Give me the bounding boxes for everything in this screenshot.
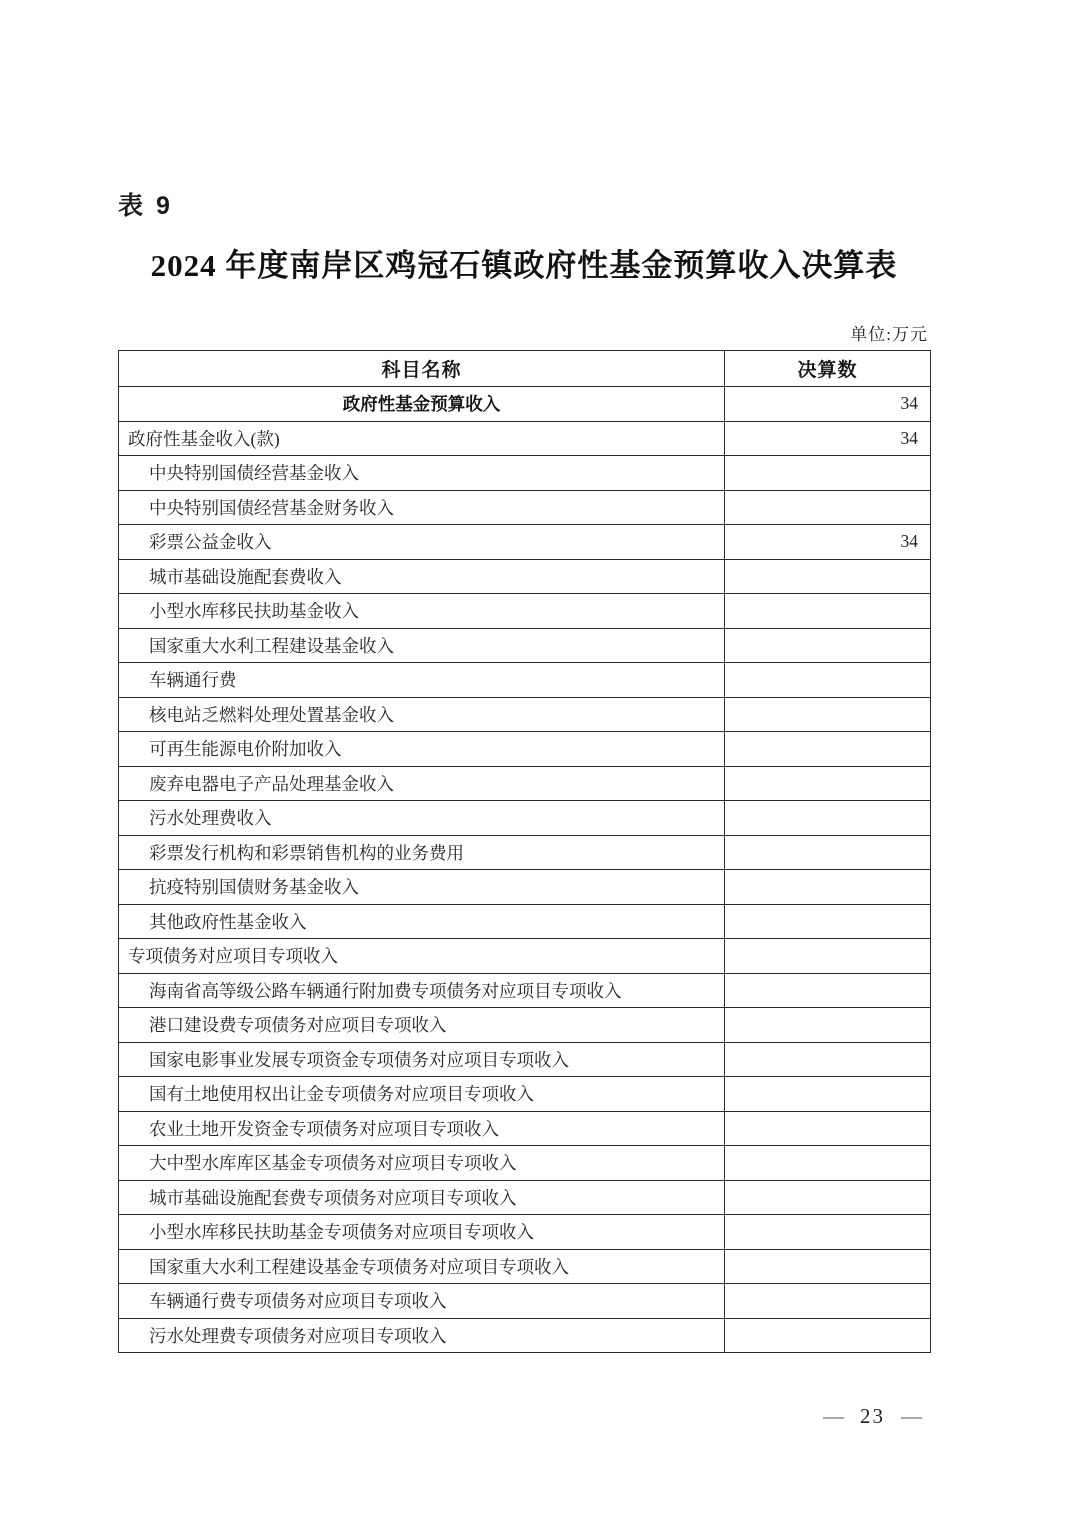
subject-name-cell: 污水处理费收入 [119, 801, 725, 836]
final-amount-cell [725, 766, 931, 801]
subject-name-cell: 海南省高等级公路车辆通行附加费专项债务对应项目专项收入 [119, 973, 725, 1008]
final-amount-cell [725, 1215, 931, 1250]
page-number-dash-left: — [823, 1404, 844, 1428]
subject-name-cell: 国家电影事业发展专项资金专项债务对应项目专项收入 [119, 1042, 725, 1077]
table-row [119, 1146, 931, 1181]
subject-name-cell: 抗疫特别国债财务基金收入 [119, 870, 725, 905]
table-row [119, 1249, 931, 1284]
column-header-final-amount: 决算数 [725, 351, 931, 387]
table-row [119, 904, 931, 939]
table-row [119, 1111, 931, 1146]
table-row [119, 628, 931, 663]
table-row [119, 490, 931, 525]
subject-name-cell: 港口建设费专项债务对应项目专项收入 [119, 1008, 725, 1043]
subject-name-cell: 大中型水库库区基金专项债务对应项目专项收入 [119, 1146, 725, 1181]
table-header-row [119, 351, 931, 387]
final-amount-cell [725, 801, 931, 836]
table-row [119, 1008, 931, 1043]
table-row [119, 456, 931, 491]
final-amount-cell [725, 559, 931, 594]
table-row [119, 1215, 931, 1250]
final-amount-cell [725, 835, 931, 870]
final-amount-cell [725, 663, 931, 698]
table-row [119, 870, 931, 905]
subject-name-cell: 车辆通行费专项债务对应项目专项收入 [119, 1284, 725, 1319]
table-row [119, 1077, 931, 1112]
final-amount-cell [725, 904, 931, 939]
subject-name-cell: 其他政府性基金收入 [119, 904, 725, 939]
subject-name-cell: 政府性基金预算收入 [119, 387, 725, 422]
table-row [119, 835, 931, 870]
subject-name-cell: 小型水库移民扶助基金收入 [119, 594, 725, 629]
final-amount-cell [725, 973, 931, 1008]
table-row [119, 697, 931, 732]
subject-name-cell: 中央特别国债经营基金收入 [119, 456, 725, 491]
table-row [119, 594, 931, 629]
table-row [119, 559, 931, 594]
subject-name-cell: 可再生能源电价附加收入 [119, 732, 725, 767]
table-row [119, 387, 931, 422]
page-number [823, 1404, 922, 1429]
final-amount-cell [725, 1077, 931, 1112]
page-number-dash-right: — [901, 1404, 922, 1428]
subject-name-cell: 废弃电器电子产品处理基金收入 [119, 766, 725, 801]
final-amount-cell [725, 1008, 931, 1043]
subject-name-cell: 国有土地使用权出让金专项债务对应项目专项收入 [119, 1077, 725, 1112]
table-row [119, 939, 931, 974]
final-amount-cell [725, 456, 931, 491]
final-amount-cell [725, 939, 931, 974]
table-row [119, 421, 931, 456]
final-amount-cell [725, 870, 931, 905]
subject-name-cell: 彩票公益金收入 [119, 525, 725, 560]
subject-name-cell: 国家重大水利工程建设基金收入 [119, 628, 725, 663]
table-row [119, 973, 931, 1008]
subject-name-cell: 彩票发行机构和彩票销售机构的业务费用 [119, 835, 725, 870]
final-amount-cell [725, 628, 931, 663]
table-row [119, 663, 931, 698]
table-row [119, 1042, 931, 1077]
subject-name-cell: 小型水库移民扶助基金专项债务对应项目专项收入 [119, 1215, 725, 1250]
table-row [119, 1180, 931, 1215]
final-amount-cell: 34 [725, 387, 931, 422]
subject-name-cell: 核电站乏燃料处理处置基金收入 [119, 697, 725, 732]
final-amount-cell: 34 [725, 421, 931, 456]
subject-name-cell: 中央特别国债经营基金财务收入 [119, 490, 725, 525]
final-amount-cell [725, 1111, 931, 1146]
table-row [119, 525, 931, 560]
final-amount-cell [725, 1249, 931, 1284]
table-number-label: 表 9 [118, 192, 173, 220]
table-row [119, 1318, 931, 1353]
final-amount-cell [725, 490, 931, 525]
budget-table [118, 350, 931, 1353]
final-amount-cell [725, 1284, 931, 1319]
table-row [119, 732, 931, 767]
final-amount-cell: 34 [725, 525, 931, 560]
final-amount-cell [725, 732, 931, 767]
table-row [119, 766, 931, 801]
final-amount-cell [725, 697, 931, 732]
subject-name-cell: 车辆通行费 [119, 663, 725, 698]
subject-name-cell: 城市基础设施配套费专项债务对应项目专项收入 [119, 1180, 725, 1215]
unit-note: 单位:万元 [850, 325, 928, 344]
column-header-subject-name: 科目名称 [119, 351, 725, 387]
subject-name-cell: 城市基础设施配套费收入 [119, 559, 725, 594]
page-title: 2024 年度南岸区鸡冠石镇政府性基金预算收入决算表 [150, 248, 898, 283]
subject-name-cell: 专项债务对应项目专项收入 [119, 939, 725, 974]
final-amount-cell [725, 1318, 931, 1353]
subject-name-cell: 政府性基金收入(款) [119, 421, 725, 456]
final-amount-cell [725, 1042, 931, 1077]
subject-name-cell: 污水处理费专项债务对应项目专项收入 [119, 1318, 725, 1353]
table-row [119, 1284, 931, 1319]
page-number-value: 23 [860, 1404, 885, 1428]
final-amount-cell [725, 1180, 931, 1215]
subject-name-cell: 农业土地开发资金专项债务对应项目专项收入 [119, 1111, 725, 1146]
final-amount-cell [725, 1146, 931, 1181]
subject-name-cell: 国家重大水利工程建设基金专项债务对应项目专项收入 [119, 1249, 725, 1284]
table-row [119, 801, 931, 836]
final-amount-cell [725, 594, 931, 629]
